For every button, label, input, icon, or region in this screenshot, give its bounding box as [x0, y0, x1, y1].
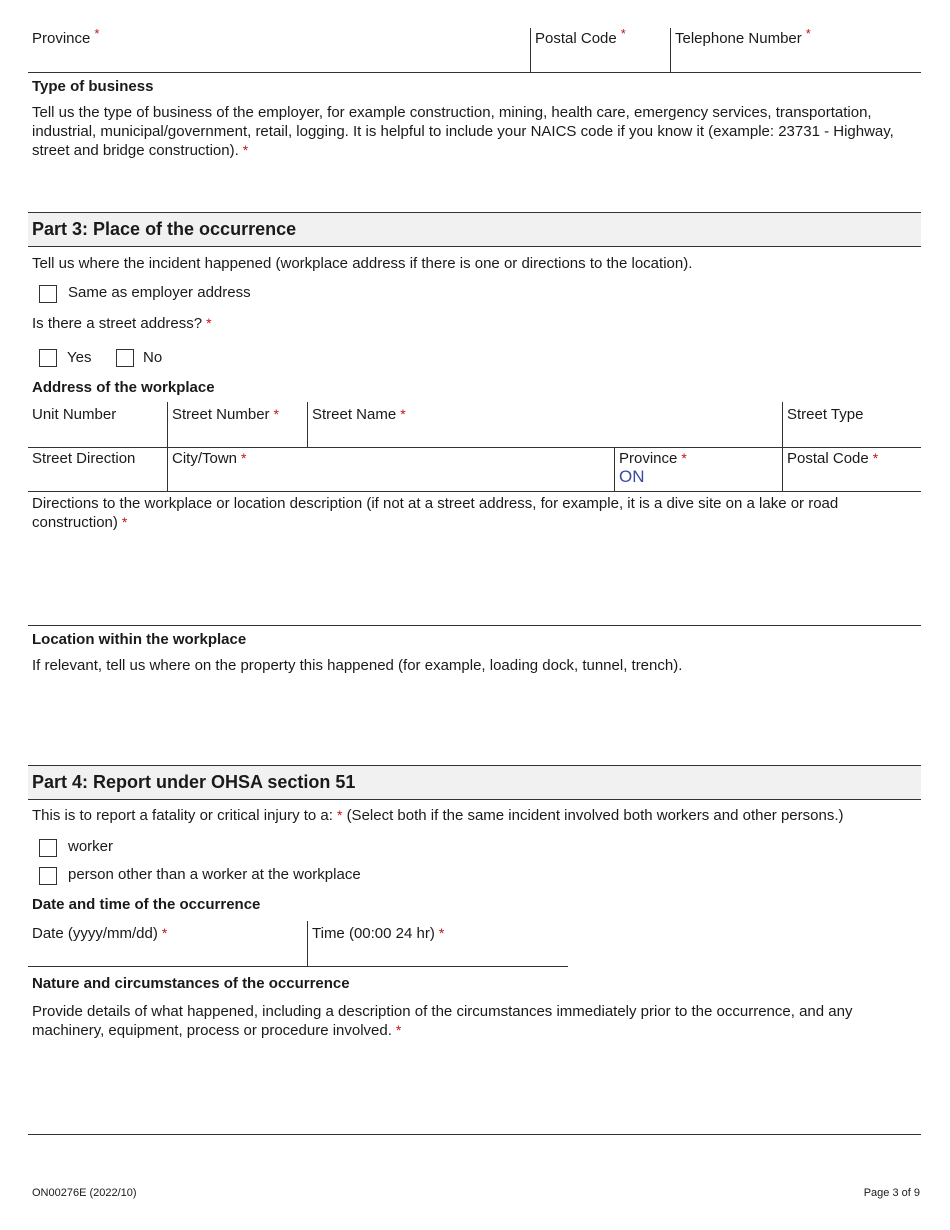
- employer-province-label: Province *: [32, 26, 100, 47]
- workplace-postal-code-input[interactable]: [787, 470, 917, 488]
- same-as-employer-checkbox[interactable]: [39, 285, 57, 303]
- location-within-workplace-description: If relevant, tell us where on the property this happened (for example, loading dock, tunnel, trench).: [32, 657, 683, 674]
- street-address-yes-checkbox[interactable]: [39, 349, 57, 367]
- employer-telephone-input[interactable]: [675, 50, 919, 70]
- part3-intro: Tell us where the incident happened (workplace address if there is one or directions to the location).: [32, 255, 693, 272]
- date-time-heading: Date and time of the occurrence: [32, 896, 261, 913]
- street-type-label: Street Type: [787, 406, 864, 423]
- type-of-business-input[interactable]: [32, 162, 917, 206]
- divider: [530, 28, 531, 72]
- unit-number-label: Unit Number: [32, 406, 117, 423]
- date-input[interactable]: [32, 945, 302, 963]
- type-of-business-description: Tell us the type of business of the employer, for example construction, mining, health care, emergency services, transportation, industrial, municipal/government, retail, logging. It is helpful to include your NAICS code if you know it (example: 23731 - Highway, street and bridge construction). *: [32, 104, 894, 159]
- workplace-province-value[interactable]: ON: [619, 467, 645, 486]
- worker-checkbox[interactable]: [39, 839, 57, 857]
- type-of-business-heading: Type of business: [32, 78, 154, 95]
- street-address-no-checkbox[interactable]: [116, 349, 134, 367]
- part4-title: Part 4: Report under OHSA section 51: [32, 772, 356, 792]
- part3-title: Part 3: Place of the occurrence: [32, 219, 297, 239]
- workplace-province-label: Province *: [619, 450, 687, 467]
- unit-number-input[interactable]: [32, 426, 162, 444]
- part4-header: [28, 765, 921, 800]
- worker-label: worker: [68, 838, 114, 855]
- divider: [614, 447, 615, 491]
- address-of-workplace-heading: Address of the workplace: [32, 379, 215, 396]
- divider: [28, 447, 921, 448]
- location-within-workplace-input[interactable]: [32, 682, 917, 758]
- page-number: Page 3 of 9: [863, 1187, 920, 1199]
- other-person-label: person other than a worker at the workplace: [68, 866, 361, 883]
- nature-description: Provide details of what happened, including a description of the circumstances immediately prior to the occurrence, and any machinery, equipment, process or procedure involved. *: [32, 1003, 853, 1039]
- city-town-label: City/Town *: [172, 450, 247, 467]
- divider: [670, 28, 671, 72]
- divider: [307, 402, 308, 447]
- directions-label: Directions to the workplace or location description (if not at a street address, for example, it is a dive site on a lake or road construction) *: [32, 495, 839, 531]
- directions-input[interactable]: [32, 536, 917, 620]
- location-within-workplace-heading: Location within the workplace: [32, 631, 247, 648]
- nature-heading: Nature and circumstances of the occurrence: [32, 975, 350, 992]
- divider: [28, 1134, 921, 1135]
- city-town-input[interactable]: [172, 470, 609, 488]
- date-label: Date (yyyy/mm/dd) *: [32, 925, 168, 942]
- other-person-checkbox[interactable]: [39, 867, 57, 885]
- divider: [28, 966, 568, 967]
- part4-intro: This is to report a fatality or critical injury to a: * (Select both if the same incident involved both workers and other persons.): [32, 807, 844, 824]
- workplace-postal-code-label: Postal Code *: [787, 450, 879, 467]
- divider: [307, 921, 308, 966]
- employer-postal-code-input[interactable]: [535, 50, 665, 70]
- street-direction-input[interactable]: [32, 470, 162, 488]
- employer-province-input[interactable]: [32, 50, 526, 70]
- same-as-employer-label: Same as employer address: [68, 284, 251, 301]
- street-type-input[interactable]: [787, 426, 917, 444]
- street-number-label: Street Number *: [172, 406, 279, 423]
- nature-input[interactable]: [32, 1045, 917, 1129]
- time-label: Time (00:00 24 hr) *: [312, 925, 445, 942]
- street-direction-label: Street Direction: [32, 450, 136, 467]
- form-id: ON00276E (2022/10): [32, 1187, 137, 1199]
- street-name-input[interactable]: [312, 426, 777, 444]
- divider: [28, 625, 921, 626]
- part3-header: [28, 212, 921, 247]
- street-address-no-label: No: [143, 349, 163, 366]
- employer-postal-code-label: Postal Code *: [535, 26, 626, 47]
- street-name-label: Street Name *: [312, 406, 406, 423]
- divider: [28, 72, 921, 73]
- street-address-yes-label: Yes: [67, 349, 92, 366]
- street-number-input[interactable]: [172, 426, 302, 444]
- street-address-question: Is there a street address? *: [32, 315, 212, 332]
- time-input[interactable]: [312, 945, 562, 963]
- employer-telephone-label: Telephone Number *: [675, 26, 811, 47]
- divider: [28, 491, 921, 492]
